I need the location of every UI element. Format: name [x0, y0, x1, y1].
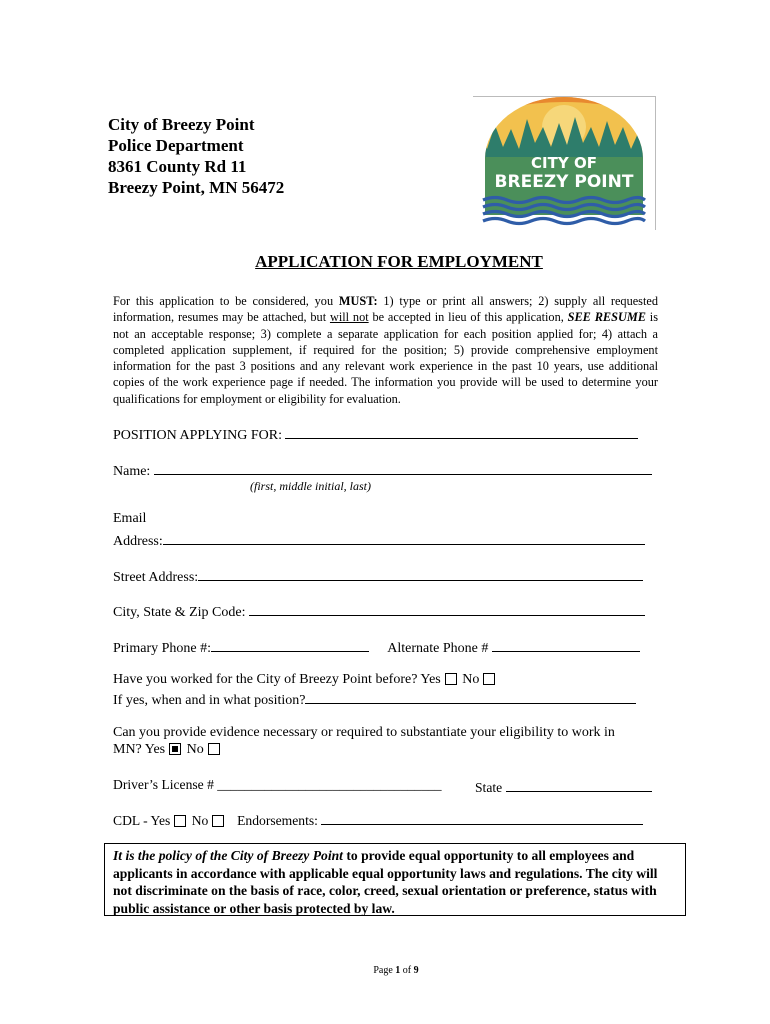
position-row [113, 424, 638, 444]
endorsements-field[interactable] [321, 810, 643, 825]
phone-primary-field[interactable] [211, 637, 369, 652]
intro-must: MUST: [338, 294, 378, 308]
name-field[interactable] [154, 460, 652, 475]
state-label: State [475, 780, 503, 795]
street-label: Street Address: [113, 570, 199, 585]
cdl-no-checkbox[interactable] [212, 815, 224, 827]
name-row [113, 460, 652, 480]
page-current: 1 [395, 965, 401, 976]
position-label: POSITION APPLYING FOR: [113, 428, 282, 443]
position-field[interactable] [285, 424, 638, 439]
street-field[interactable] [198, 566, 643, 581]
intro-will-not: will not [329, 310, 369, 325]
evidence-yes-label: MN? Yes [113, 742, 166, 757]
phone-primary-label: Primary Phone #: [113, 641, 211, 656]
evidence-question: Can you provide evidence necessary or required to substantiate your eligibility to work in [113, 725, 615, 740]
state-field[interactable] [506, 777, 652, 792]
page-title: APPLICATION FOR EMPLOYMENT [255, 252, 543, 271]
email-label: Address: [113, 534, 163, 549]
street-row [113, 566, 643, 586]
intro-text-4: is not an acceptable response; 3) complete a separate application for each position applied for; 4) attach a completed application supplement, if required for the position; 5) provide comprehensive employment information for the past 3 positions and any relevant work experience in the past 10 years, use additional copies of the work experience page if needed. The information you provide will be used to determine your qualifications for employment or eligibility for evaluation. [113, 310, 659, 406]
evidence-row [113, 742, 222, 758]
cdl-yes-label: CDL - Yes [113, 813, 171, 828]
city-row [113, 601, 645, 621]
page-total: 9 [413, 965, 419, 976]
cdl-yes-checkbox[interactable] [174, 815, 186, 827]
name-hint: (first, middle initial, last) [250, 479, 372, 493]
org-city: Breezy Point, MN 56472 [108, 178, 285, 197]
logo-text-top: CITY OF [531, 154, 597, 172]
city-field[interactable] [249, 601, 645, 616]
policy-italic: It is the policy of the City of Breezy Point [113, 848, 343, 863]
intro-text-2: 1) type or print all answers; 2) supply all requested information, resumes may be attached, but [113, 294, 658, 325]
evidence-yes-checkbox[interactable] [169, 743, 181, 755]
logo-graphic [473, 97, 655, 230]
worked-no-label: No [462, 672, 480, 687]
license-label[interactable]: Driver’s License # _________________________________ [113, 777, 442, 792]
logo-text-bottom: BREEZY POINT [494, 172, 634, 192]
intro-text-3: be accepted in lieu of this application, [368, 310, 568, 325]
intro-text-1: For this application to be considered, you [113, 294, 339, 308]
worked-yes-checkbox[interactable] [445, 673, 457, 685]
intro-see-resume: SEE RESUME [567, 310, 646, 325]
name-label: Name: [113, 464, 151, 479]
phone-alt-label: Alternate Phone # [387, 641, 489, 656]
instructions-paragraph [113, 293, 658, 407]
org-name: City of Breezy Point [108, 115, 255, 134]
email-field[interactable] [163, 530, 645, 545]
email-row [113, 530, 645, 550]
phone-row [113, 637, 640, 657]
state-row [475, 777, 652, 796]
policy-text: to provide equal opportunity to all employees and applicants in accordance with applicable equal opportunity laws and regulations. The city will not discriminate on the basis of race, color, creed, sexual orientation or preference, status with public assistance or other basis protected by law. [113, 848, 658, 916]
phone-alt-field[interactable] [492, 637, 640, 652]
worked-before-row [113, 672, 497, 688]
worked-when-field[interactable] [305, 689, 636, 704]
license-row [113, 777, 442, 793]
endorsements-label: Endorsements: [237, 813, 318, 828]
equal-opportunity-policy [104, 843, 686, 916]
worked-when-label: If yes, when and in what position? [113, 693, 306, 708]
cdl-no-label: No [191, 813, 209, 828]
email-label-line1: Email [113, 511, 147, 526]
evidence-no-checkbox[interactable] [208, 743, 220, 755]
org-address [108, 114, 284, 198]
city-logo [473, 96, 656, 230]
evidence-no-label: No [186, 742, 204, 757]
page-of: of [400, 965, 414, 976]
org-department: Police Department [108, 136, 244, 155]
page-number [0, 965, 770, 976]
city-label: City, State & Zip Code: [113, 605, 246, 620]
cdl-row [113, 810, 643, 829]
worked-when-row [113, 689, 636, 709]
worked-no-checkbox[interactable] [483, 673, 495, 685]
page-label: Page [373, 965, 396, 976]
org-street: 8361 County Rd 11 [108, 157, 247, 176]
worked-before-question: Have you worked for the City of Breezy Point before? Yes [113, 672, 441, 687]
